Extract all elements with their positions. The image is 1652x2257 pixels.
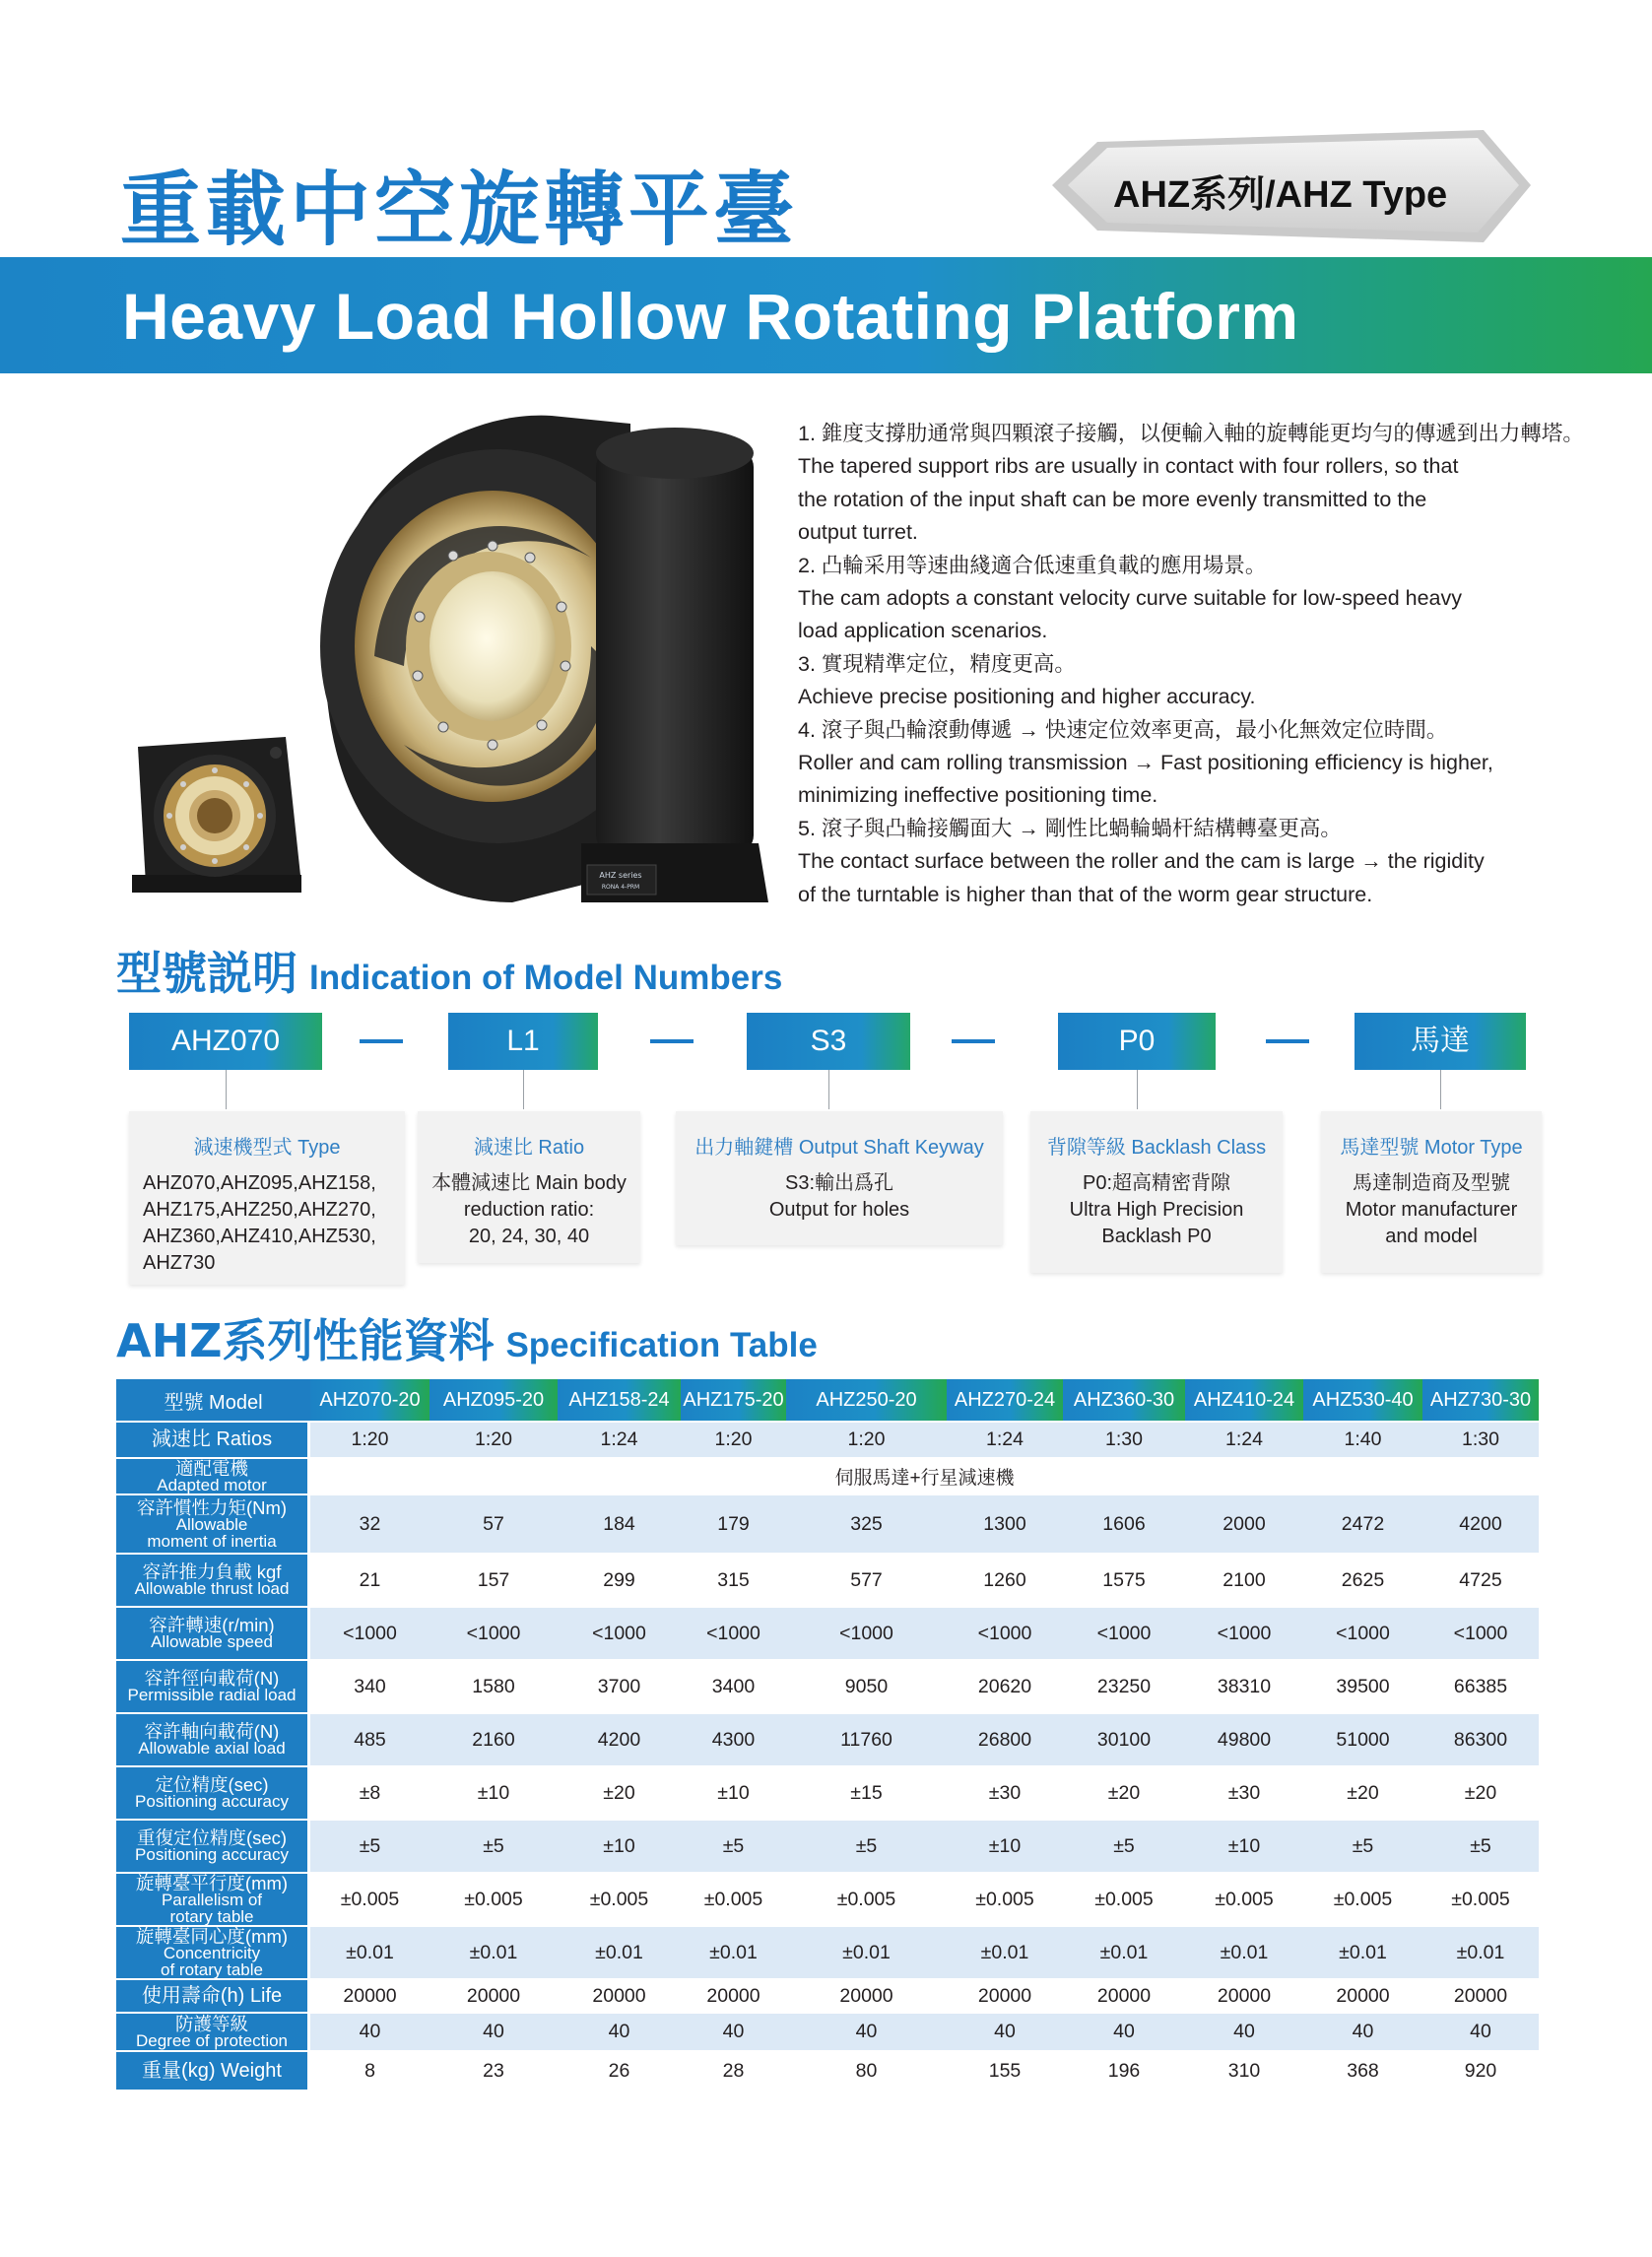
spec-cell: 157 — [477, 1568, 510, 1591]
spec-row-label-en: Permissible radial load — [127, 1686, 297, 1704]
spec-cell: 1:24 — [558, 1423, 681, 1457]
spec-cell: 26 — [608, 2059, 630, 2082]
spec-cell: 4300 — [681, 1714, 786, 1765]
spec-cell: 20000 — [1217, 1984, 1272, 2007]
spec-cell: ±10 — [1185, 1821, 1303, 1872]
model-card-head: 減速機型式 Type — [193, 1137, 341, 1159]
spec-row — [116, 1874, 1539, 1925]
product-image-front — [128, 727, 305, 895]
spec-cell: ±0.005 — [1451, 1888, 1510, 1910]
spec-cell: 1:30 — [1422, 1423, 1539, 1457]
spec-row — [116, 1423, 1539, 1457]
spec-cell: 28 — [722, 2059, 745, 2082]
model-card-head: 馬達型號 Motor Type — [1340, 1137, 1523, 1159]
spec-cell: 1:20 — [430, 1423, 558, 1457]
spec-cell: ±0.005 — [1215, 1888, 1274, 1910]
spec-cell: 86300 — [1422, 1714, 1539, 1765]
spec-cell: ±0.01 — [947, 1927, 1063, 1978]
spec-cell: 49800 — [1185, 1714, 1303, 1765]
spec-cell: 40 — [947, 2014, 1063, 2050]
product-image-main — [296, 410, 778, 912]
spec-cell: ±20 — [1347, 1781, 1379, 1804]
spec-row-label-cn: 防護等級 — [174, 2013, 248, 2034]
spec-cell: 40 — [1185, 2014, 1303, 2050]
spec-cell: 23 — [483, 2059, 504, 2082]
spec-cell: 1:20 — [310, 1423, 430, 1457]
spec-cell: ±15 — [850, 1781, 883, 1804]
spec-cell: 40 — [1303, 2014, 1422, 2050]
spec-cell: ±0.005 — [1333, 1888, 1393, 1910]
spec-cell: 40 — [1063, 2014, 1185, 2050]
spec-model-header: AHZ158-24 — [558, 1379, 681, 1421]
spec-cell: 57 — [430, 1495, 558, 1553]
spec-cell: 40 — [1422, 2014, 1539, 2050]
spec-row — [116, 2014, 1539, 2050]
spec-row — [116, 1555, 1539, 1606]
spec-model-header: AHZ175-20 — [681, 1379, 786, 1421]
spec-table-body — [116, 1423, 1539, 2090]
spec-cell: 8 — [364, 2059, 375, 2082]
spec-row-label-en: Positioning accuracy — [135, 1792, 289, 1811]
spec-cell: 2472 — [1303, 1495, 1422, 1553]
model-section-title-cn: 型號説明 — [116, 947, 297, 1000]
spec-model-header: AHZ270-24 — [947, 1379, 1063, 1421]
spec-cell: 179 — [681, 1495, 786, 1553]
spec-cell: 20000 — [1336, 1984, 1390, 2007]
spec-cell: 3400 — [711, 1675, 756, 1697]
spec-row-label-en: Allowable axial load — [138, 1739, 286, 1758]
spec-cell: 9050 — [844, 1675, 889, 1697]
model-card-type — [129, 1111, 405, 1285]
spec-cell: ±0.01 — [310, 1927, 430, 1978]
type-tab-label: AHZ系列/AHZ Type — [1113, 174, 1448, 216]
spec-row-label — [116, 1821, 310, 1872]
spec-cell: <1000 — [558, 1608, 681, 1659]
spec-cell: 40 — [558, 2014, 681, 2050]
model-dash — [650, 1039, 694, 1043]
spec-cell: ±0.005 — [836, 1888, 896, 1910]
spec-cell: ±30 — [1227, 1781, 1261, 1804]
model-card-body: 本體減速比 Main body reduction ratio: 20, 24, 30, 40 — [431, 1172, 627, 1247]
model-code-motor: 馬達 — [1355, 1013, 1526, 1070]
spec-model-header: AHZ360-30 — [1063, 1379, 1185, 1421]
spec-row-label — [116, 1767, 310, 1819]
model-code-type: AHZ070 — [129, 1013, 322, 1070]
model-card-body: 馬達制造商及型號 Motor manufacturer and model — [1345, 1172, 1518, 1247]
model-dash — [360, 1039, 403, 1043]
spec-cell: 30100 — [1063, 1714, 1185, 1765]
spec-cell: ±0.01 — [1185, 1927, 1303, 1978]
feature-line: output turret. — [798, 520, 918, 545]
spec-cell: 299 — [603, 1568, 635, 1591]
spec-cell: <1000 — [947, 1608, 1063, 1659]
spec-cell: ±0.005 — [975, 1888, 1034, 1910]
spec-cell: <1000 — [1185, 1608, 1303, 1659]
model-section-title — [116, 938, 782, 1003]
spec-cell: 1:24 — [1185, 1423, 1303, 1457]
spec-row — [116, 1495, 1539, 1553]
spec-cell: 23250 — [1096, 1675, 1152, 1697]
feature-line: 2. 凸輪采用等速曲綫適合低速重負載的應用場景。 — [798, 553, 1267, 577]
spec-row — [116, 1661, 1539, 1712]
spec-cell: 310 — [1227, 2059, 1261, 2082]
spec-cell: 20000 — [839, 1984, 893, 2007]
spec-cell: 1260 — [983, 1568, 1026, 1591]
spec-row-label-cn: 使用壽命(h) Life — [141, 1984, 283, 2007]
spec-cell: 32 — [310, 1495, 430, 1553]
spec-row-label — [116, 1714, 310, 1765]
spec-row-label-en: of rotary table — [161, 1959, 263, 1979]
model-card-head: 背隙等級 Backlash Class — [1046, 1137, 1267, 1159]
spec-cell: 38310 — [1217, 1675, 1272, 1697]
spec-cell: 1:20 — [786, 1423, 947, 1457]
spec-model-header: AHZ250-20 — [786, 1379, 947, 1421]
spec-cell: 51000 — [1303, 1714, 1422, 1765]
spec-row — [116, 1927, 1539, 1978]
spec-cell: 40 — [430, 2014, 558, 2050]
spec-cell: 1:24 — [947, 1423, 1063, 1457]
spec-row-label — [116, 2014, 310, 2050]
spec-cell: ±0.01 — [1422, 1927, 1539, 1978]
spec-cell: 39500 — [1336, 1675, 1390, 1697]
type-tab — [1052, 128, 1545, 242]
model-code-ratio: L1 — [448, 1013, 598, 1070]
spec-row-label-cn: 容許慣性力矩(Nm) — [136, 1496, 288, 1518]
spec-cell: ±10 — [477, 1781, 510, 1804]
spec-row — [116, 1459, 1539, 1494]
page-title-cn: 重載中空旋轉平臺 — [120, 164, 799, 257]
spec-row-label — [116, 1874, 310, 1925]
spec-cell: 155 — [988, 2059, 1022, 2082]
model-card-body: S3:輸出爲孔 Output for holes — [768, 1172, 910, 1221]
spec-cell: 20000 — [706, 1984, 760, 2007]
spec-cell: ±10 — [947, 1821, 1063, 1872]
spec-cell: ±0.01 — [786, 1927, 947, 1978]
model-connector — [1440, 1070, 1441, 1109]
spec-cell: ±0.005 — [464, 1888, 523, 1910]
spec-header-row — [116, 1379, 1539, 1421]
spec-cell: ±5 — [1422, 1821, 1539, 1872]
spec-cell: ±0.01 — [1303, 1927, 1422, 1978]
feature-line: load application scenarios. — [798, 619, 1048, 643]
spec-model-header: AHZ070-20 — [310, 1379, 430, 1421]
spec-cell: 1575 — [1102, 1568, 1146, 1591]
spec-cell: 325 — [786, 1495, 947, 1553]
model-card-backlash — [1030, 1111, 1283, 1273]
feature-line: Achieve precise positioning and higher accuracy. — [798, 685, 1256, 709]
spec-cell: 1606 — [1063, 1495, 1185, 1553]
spec-row-label — [116, 1661, 310, 1712]
spec-cell: ±0.005 — [589, 1888, 649, 1910]
spec-cell: ±10 — [717, 1781, 750, 1804]
model-card-body: P0:超高精密背隙 Ultra High Precision Backlash P0 — [1069, 1172, 1244, 1247]
spec-cell: ±5 — [310, 1821, 430, 1872]
spec-cell: <1000 — [681, 1608, 786, 1659]
feature-list — [798, 418, 1584, 911]
spec-cell: ±0.01 — [1063, 1927, 1185, 1978]
spec-cell: 80 — [855, 2059, 878, 2082]
model-card-body: AHZ070,AHZ095,AHZ158, AHZ175,AHZ250,AHZ270, AHZ360,AHZ410,AHZ530, AHZ730 — [143, 1172, 376, 1274]
spec-row — [116, 1608, 1539, 1659]
feature-line: The contact surface between the roller and the cam is large → the rigidity — [798, 849, 1485, 874]
spec-row — [116, 1821, 1539, 1872]
spec-cell: 66385 — [1453, 1675, 1508, 1697]
spec-cell: 4725 — [1459, 1568, 1502, 1591]
spec-row-label — [116, 1608, 310, 1659]
spec-row-label — [116, 1495, 310, 1553]
spec-row-label-cn: 容許徑向載荷(N) — [144, 1668, 280, 1689]
spec-cell: ±0.005 — [340, 1888, 400, 1910]
model-code-keyway: S3 — [747, 1013, 910, 1070]
feature-line: the rotation of the input shaft can be more evenly transmitted to the — [798, 487, 1427, 511]
spec-section-title-cn: AHZ系列性能資料 — [116, 1314, 495, 1367]
model-dash — [1266, 1039, 1309, 1043]
spec-row-label-en: Degree of protection — [135, 2030, 289, 2050]
model-dash — [952, 1039, 995, 1043]
spec-row-label-en: Adapted motor — [157, 1475, 267, 1494]
spec-model-header: AHZ095-20 — [430, 1379, 558, 1421]
spec-cell: <1000 — [1303, 1608, 1422, 1659]
spec-cell: 2000 — [1185, 1495, 1303, 1553]
spec-cell: ±20 — [603, 1781, 635, 1804]
feature-line: 3. 實現精準定位，精度更高。 — [798, 651, 1076, 676]
spec-row-label-cn: 重量(kg) Weight — [142, 2059, 282, 2082]
spec-cell: 485 — [310, 1714, 430, 1765]
spec-cell: 1:20 — [681, 1423, 786, 1457]
spec-cell: 315 — [717, 1568, 750, 1591]
spec-cell: 340 — [354, 1675, 386, 1697]
spec-row-label — [116, 2052, 310, 2090]
feature-line: of the turntable is higher than that of the worm gear structure. — [798, 882, 1373, 906]
spec-cell: 20000 — [592, 1984, 646, 2007]
spec-cell: 2100 — [1222, 1568, 1266, 1591]
spec-cell: <1000 — [1063, 1608, 1185, 1659]
spec-model-header: AHZ730-30 — [1422, 1379, 1539, 1421]
spec-cell: ±10 — [558, 1821, 681, 1872]
spec-row-label-en: Parallelism of — [161, 1890, 263, 1909]
feature-line: 5. 滾子與凸輪接觸面大 → 剛性比蝸輪蝸杆結構轉臺更高。 — [798, 816, 1342, 840]
spec-cell: 20000 — [343, 1984, 397, 2007]
spec-row-label-en: Concentricity — [163, 1943, 261, 1962]
spec-cell-adapted-motor: 伺服馬達+行星減速機 — [834, 1468, 1015, 1489]
feature-line: 4. 滾子與凸輪滾動傳遞 → 快速定位效率更高，最小化無效定位時間。 — [798, 717, 1448, 742]
spec-row-label-cn: 旋轉臺同心度(mm) — [135, 1925, 289, 1947]
model-card-keyway — [676, 1111, 1003, 1245]
spec-cell: 4200 — [1422, 1495, 1539, 1553]
spec-cell: 40 — [681, 2014, 786, 2050]
spec-row-label — [116, 1423, 310, 1457]
spec-cell: 21 — [359, 1568, 381, 1591]
model-connector — [226, 1070, 227, 1109]
spec-cell: 1:30 — [1063, 1423, 1185, 1457]
spec-cell: 40 — [786, 2014, 947, 2050]
spec-row-label-cn: 適配電機 — [174, 1457, 248, 1479]
spec-row-label-en: Allowable — [175, 1514, 248, 1534]
spec-cell: ±5 — [681, 1821, 786, 1872]
spec-row-label-cn: 容許轉速(r/min) — [149, 1615, 275, 1635]
spec-row — [116, 1767, 1539, 1819]
model-connector — [828, 1070, 829, 1109]
spec-model-header: AHZ410-24 — [1185, 1379, 1303, 1421]
spec-row-label — [116, 1927, 310, 1978]
spec-cell: ±5 — [430, 1821, 558, 1872]
model-section-title-en: Indication of Model Numbers — [309, 959, 783, 997]
spec-cell: <1000 — [786, 1608, 947, 1659]
feature-line: minimizing ineffective positioning time. — [798, 783, 1158, 808]
model-connector — [1137, 1070, 1138, 1109]
spec-cell: ±5 — [1303, 1821, 1422, 1872]
model-code-backlash: P0 — [1058, 1013, 1216, 1070]
spec-row — [116, 1714, 1539, 1765]
spec-cell: 1300 — [947, 1495, 1063, 1553]
spec-row-label-en: moment of inertia — [147, 1531, 277, 1551]
feature-line: The tapered support ribs are usually in contact with four rollers, so that — [798, 454, 1459, 479]
spec-cell: 2625 — [1341, 1568, 1385, 1591]
spec-cell: 196 — [1107, 2059, 1141, 2082]
spec-cell: ±0.005 — [1094, 1888, 1154, 1910]
spec-cell: ±0.01 — [681, 1927, 786, 1978]
spec-cell: 1:40 — [1303, 1423, 1422, 1457]
spec-cell: 20000 — [977, 1984, 1032, 2007]
model-connector — [523, 1070, 524, 1109]
spec-cell: 577 — [850, 1568, 883, 1591]
spec-cell: 2160 — [430, 1714, 558, 1765]
spec-row-label-cn: 定位精度(sec) — [155, 1774, 269, 1795]
spec-model-header: AHZ530-40 — [1303, 1379, 1422, 1421]
spec-cell: 20000 — [1096, 1984, 1152, 2007]
spec-cell: 40 — [310, 2014, 430, 2050]
spec-table — [116, 1377, 1539, 2091]
spec-section-title-en: Specification Table — [505, 1326, 818, 1364]
spec-cell: 1580 — [472, 1675, 515, 1697]
feature-line: The cam adopts a constant velocity curve suitable for low-speed heavy — [798, 586, 1463, 611]
spec-cell: <1000 — [1422, 1608, 1539, 1659]
spec-row-label-cn: 容許推力負載 kgf — [142, 1561, 282, 1582]
spec-cell: ±20 — [1464, 1781, 1497, 1804]
spec-row-label-en: rotary table — [169, 1906, 254, 1926]
spec-row-label-cn: 旋轉臺平行度(mm) — [135, 1872, 289, 1893]
spec-row-label-cn: 重復定位精度(sec) — [136, 1827, 288, 1848]
spec-row-label-cn: 減速比 Ratios — [151, 1428, 273, 1450]
product-label-brand: AHZ series — [599, 871, 642, 880]
spec-cell: 3700 — [597, 1675, 641, 1697]
spec-cell: 368 — [1347, 2059, 1379, 2082]
spec-cell: ±5 — [786, 1821, 947, 1872]
spec-cell: ±5 — [1063, 1821, 1185, 1872]
page-title-en: Heavy Load Hollow Rotating Platform — [122, 280, 1299, 353]
spec-cell: 11760 — [786, 1714, 947, 1765]
model-card-ratio — [418, 1111, 640, 1263]
spec-cell: 4200 — [558, 1714, 681, 1765]
spec-cell: ±8 — [359, 1781, 381, 1804]
feature-line: 1. 錐度支撐肋通常與四顆滾子接觸，以便輸入軸的旋轉能更均勻的傳遞到出力轉塔。 — [798, 422, 1584, 445]
spec-row-label-en: Allowable speed — [151, 1632, 273, 1651]
spec-cell: ±30 — [988, 1781, 1022, 1804]
spec-cell: 26800 — [947, 1714, 1063, 1765]
spec-cell: ±20 — [1107, 1781, 1141, 1804]
spec-cell: ±0.01 — [558, 1927, 681, 1978]
spec-row — [116, 2052, 1539, 2090]
model-card-head: 減速比 Ratio — [473, 1137, 585, 1159]
spec-cell: 184 — [558, 1495, 681, 1553]
spec-cell: 20000 — [466, 1984, 521, 2007]
spec-cell: 20000 — [1453, 1984, 1508, 2007]
spec-cell: <1000 — [430, 1608, 558, 1659]
product-label-sub: RONA 4-PRM — [601, 884, 640, 891]
spec-row-label-en: Allowable thrust load — [134, 1579, 290, 1598]
model-card-head: 出力軸鍵槽 Output Shaft Keyway — [694, 1137, 984, 1159]
spec-row-label — [116, 1555, 310, 1606]
model-card-motor — [1321, 1111, 1542, 1273]
title-banner — [0, 257, 1652, 373]
spec-cell: 20620 — [977, 1675, 1032, 1697]
spec-row-label-cn: 容許軸向載荷(N) — [144, 1721, 280, 1742]
spec-cell: 920 — [1464, 2059, 1497, 2082]
spec-row-label — [116, 1980, 310, 2012]
spec-header-label: 型號 Model — [116, 1379, 310, 1421]
spec-row-label — [116, 1459, 310, 1494]
spec-section-title — [116, 1305, 818, 1370]
spec-cell: ±0.01 — [430, 1927, 558, 1978]
spec-row-label-en: Positioning accuracy — [135, 1845, 289, 1864]
spec-cell: ±0.005 — [703, 1888, 763, 1910]
spec-row — [116, 1980, 1539, 2012]
feature-line: Roller and cam rolling transmission → Fast positioning efficiency is higher, — [798, 751, 1493, 775]
spec-cell: <1000 — [310, 1608, 430, 1659]
